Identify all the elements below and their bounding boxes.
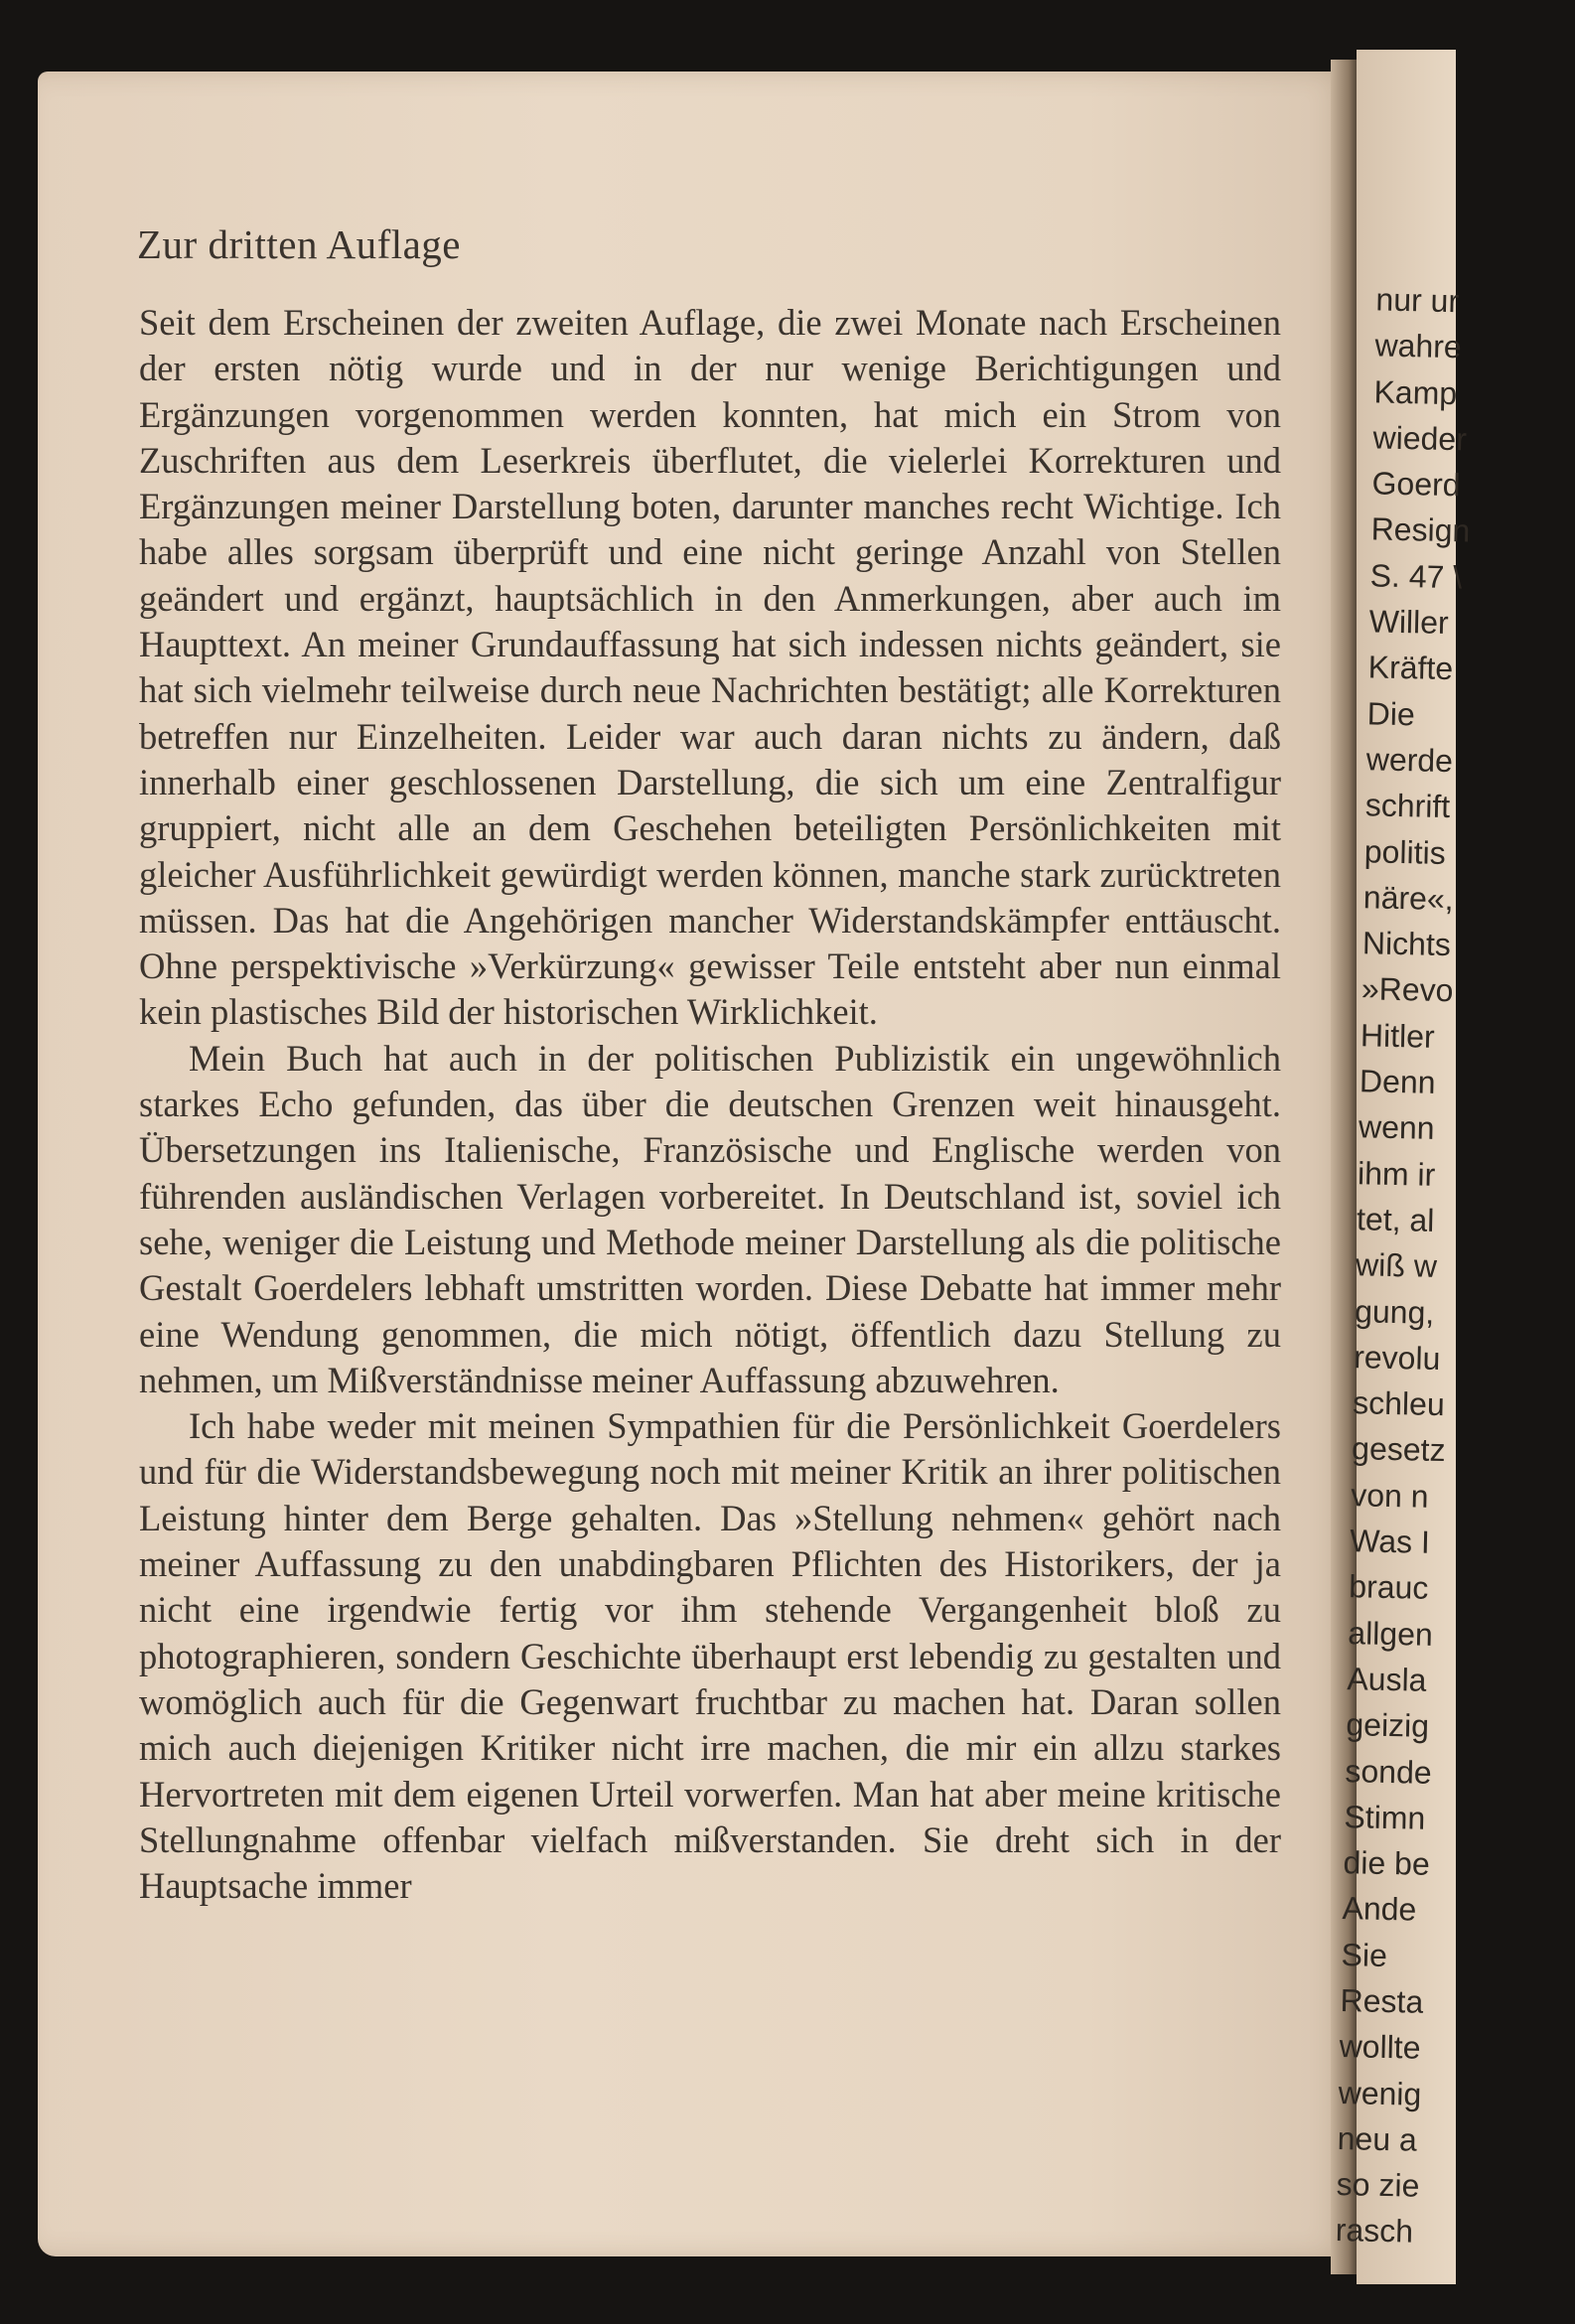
facing-page-line: Willer	[1368, 603, 1450, 642]
facing-page-line: wenig	[1338, 2074, 1422, 2112]
facing-page-line: schrift	[1364, 787, 1451, 825]
facing-page-line: Sie	[1341, 1936, 1388, 1973]
facing-page-line: geizig	[1346, 1706, 1430, 1745]
facing-page-line: die be	[1343, 1844, 1431, 1882]
facing-page-line: Was I	[1349, 1523, 1431, 1560]
facing-page-line: von n	[1350, 1476, 1429, 1515]
facing-page-line: Ande	[1342, 1890, 1417, 1929]
facing-page-line: nur ur	[1375, 281, 1460, 320]
facing-page-line: Denn	[1359, 1063, 1436, 1100]
paragraph-1: Seit dem Erscheinen der zweiten Auflage, die zwei Monate nach Erscheinen der ersten nötig wurde und in der nur wenige Berichtigungen und Ergänzungen vorgenommen werden konnten, hat mich ein Strom von Zuschriften aus dem Leserkreis überflutet, die vielerlei Korrekturen und Ergänzungen meiner Darstellung boten, darunter manches recht Wichtige. Ich habe alles sorgsam überprüft und eine nicht geringe Anzahl von Stellen geändert und ergänzt, hauptsächlich in den Anmerkungen, aber auch im Haupttext. An meiner Grundauffassung hat sich indessen nichts geändert, sie hat sich vielmehr teilweise durch neue Nachrichten bestätigt; alle Korrekturen betreffen nur Einzelheiten. Leider war auch daran nichts zu ändern, daß innerhalb einer geschlossenen Darstellung, die sich um eine Zentralfigur gruppiert, nicht alle an dem Geschehen beteiligten Persönlichkeiten mit gleicher Ausführlichkeit gewürdigt werden können, manche stark zurücktreten müssen. Das hat die Angehörigen mancher Widerstandskämpfer enttäuscht. Ohne perspektivische »Verkürzung« gewisser Teile entsteht aber nun einmal kein plastisches Bild der historischen Wirklichkeit.	[139, 302, 1281, 1033]
facing-page-line: schleu	[1352, 1384, 1446, 1423]
facing-page-line: Resign	[1370, 510, 1471, 549]
page-heading: Zur dritten Auflage	[137, 221, 462, 267]
facing-page-line: wenn	[1358, 1108, 1435, 1147]
facing-page-line: gung,	[1354, 1292, 1435, 1331]
facing-page-line: näre«,	[1362, 879, 1455, 918]
facing-page-line: Kräfte	[1367, 649, 1454, 687]
facing-page-line: rasch	[1335, 2212, 1414, 2251]
facing-page-line: Hitler	[1360, 1017, 1436, 1055]
facing-page-line: wieder	[1372, 419, 1468, 458]
facing-page-line: »Revo	[1360, 970, 1454, 1009]
facing-page-line: Kamp	[1373, 372, 1458, 411]
facing-page-line: politis	[1363, 832, 1447, 871]
facing-page-line: so zie	[1336, 2166, 1420, 2204]
facing-page-line: tet, al	[1356, 1201, 1435, 1238]
facing-page-line: ihm ir	[1357, 1154, 1436, 1193]
facing-page-line: allgen	[1348, 1614, 1434, 1653]
facing-page-line: revolu	[1353, 1339, 1441, 1377]
facing-page-line: wiß w	[1355, 1246, 1438, 1285]
facing-page-line: Resta	[1340, 1982, 1424, 2020]
facing-page-text	[1315, 276, 1575, 2257]
facing-page-line: gesetz	[1351, 1430, 1446, 1469]
facing-page-line: Ausla	[1347, 1661, 1427, 1698]
facing-page-line: neu a	[1337, 2119, 1418, 2158]
facing-page-line: wollte	[1339, 2028, 1421, 2067]
facing-page-line: Goerd	[1371, 465, 1461, 504]
facing-page-line: Nichts	[1361, 925, 1452, 963]
facing-page-line: S. 47 \	[1369, 557, 1463, 596]
facing-page-line: werde	[1365, 741, 1454, 780]
facing-page-line: sonde	[1345, 1752, 1433, 1791]
paragraph-3: Ich habe weder mit meinen Sympathien für die Persönlichkeit Goerdelers und für die Widerstandsbewegung noch mit meiner Kritik an ihrer politischen Leistung hinter dem Berge gehalten. Das »Stellung nehmen« gehört nach meiner Auffassung zu den unabdingbaren Pflichten des Historikers, der ja nicht eine irgendwie fertig vor ihm stehende Vergangenheit bloß zu photographieren, sondern Geschichte überhaupt erst lebendig zu gestalten und womöglich auch für die Gegenwart fruchtbar zu machen hat. Daran sollen mich auch diejenigen Kritiker nicht irre machen, die mir ein allzu starkes Hervortreten mit dem eigenen Urteil vorwerfen. Man hat aber meine kritische Stellungnahme offenbar vielfach mißverstanden. Sie dreht sich in der Hauptsache immer	[139, 1405, 1281, 1907]
paragraph-2: Mein Buch hat auch in der politischen Publizistik ein ungewöhnlich starkes Echo gefunden, das über die deutschen Grenzen weit hinausgeht. Übersetzungen ins Italienische, Französische und Englische werden von führenden ausländischen Verlagen vorbereitet. In Deutschland ist, soviel ich sehe, weniger die Leistung und Methode meiner Darstellung als die politische Gestalt Goerdelers lebhaft umstritten worden. Diese Debatte hat immer mehr eine Wendung genommen, die mich nötigt, öffentlich dazu Stellung zu nehmen, um Mißverständnisse meiner Auffassung abzuwehren.	[139, 1037, 1281, 1400]
facing-page-line: brauc	[1348, 1568, 1429, 1607]
facing-page-line: Die	[1366, 694, 1416, 732]
body-text	[139, 300, 1281, 1909]
right-page	[1335, 50, 1471, 2284]
facing-page-line: wahre	[1374, 327, 1463, 365]
facing-page-line: Stimn	[1344, 1798, 1426, 1836]
